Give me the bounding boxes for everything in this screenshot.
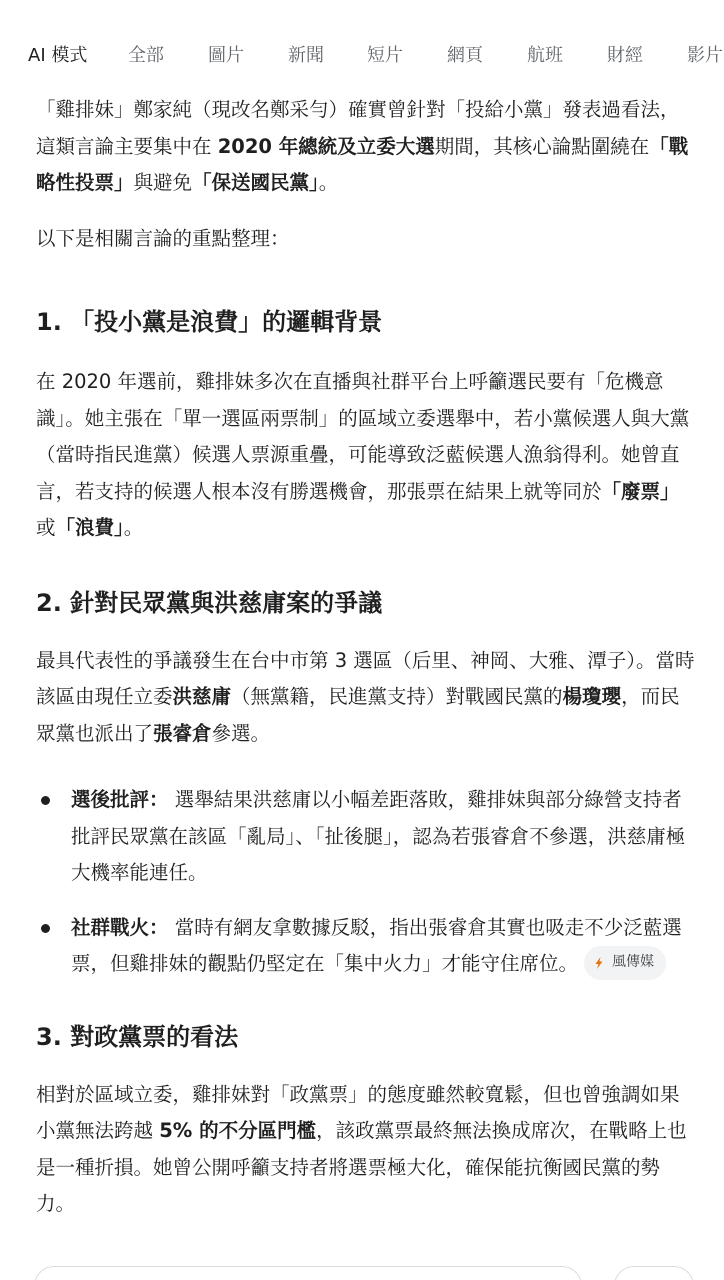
bullet-text: 選舉結果洪慈庸以小幅差距落敗，雞排妹與部分綠營支持者批評民眾黨在該區「亂局」、「扯後腿」，認為若張睿倉不參選，洪慈庸極大機率能連任。: [71, 788, 686, 884]
bullet-title: 社群戰火：: [71, 915, 169, 939]
section3-heading: 3. 對政黨票的看法: [36, 1022, 239, 1051]
follow-up-input[interactable]: [34, 1266, 582, 1280]
section1-paragraph: [36, 364, 696, 547]
section1-bold-void: 「廢票」: [601, 479, 680, 503]
section1-text: 在 2020 年選前，雞排妹多次在直播與社群平台上呼籲選民要有「危機意識」。她主張在「單一選區兩票制」的區域立委選舉中，若小黨候選人與大黨（當時指民進黨）候選人票源重疊，可能導致泛藍候選人漁翁得利。她曾直言，若支持的候選人根本沒有勝選機會，那張票在結果上就等同於: [36, 370, 690, 503]
list-item: [36, 910, 696, 983]
source-logo-icon: [592, 956, 606, 970]
intro-text-mid2: 與避免: [133, 171, 193, 194]
ai-answer: [36, 92, 696, 1223]
summary-intro: 以下是相關言論的重點整理：: [36, 226, 290, 250]
section2-bold-hung: 洪慈庸: [172, 685, 232, 708]
section2-bold-chang: 張睿倉: [153, 721, 212, 745]
section2-paragraph: [36, 643, 696, 753]
tab-short-videos[interactable]: 短片: [367, 45, 403, 66]
search-tabs: [0, 0, 724, 80]
tab-flights[interactable]: 航班: [527, 45, 563, 66]
intro-text-mid: 期間，其核心論點圍繞在: [434, 134, 650, 158]
source-chip[interactable]: [584, 946, 666, 980]
source-chip-label: 風傳媒: [612, 954, 655, 971]
intro-text: 「雞排妹」鄭家純（現改名鄭采勻）確實曾針對「投給小黨」發表過看法，這類言論主要集中在: [36, 98, 680, 158]
section2-bold-yang: 楊瓊瓔: [562, 685, 622, 708]
section1-text-or: 或: [36, 516, 56, 539]
list-item: [36, 782, 696, 892]
intro-bold-kmt: 「保送國民黨」: [192, 171, 319, 194]
section1-text-end: 。: [123, 516, 144, 539]
bullet-title: 選後批評：: [71, 788, 169, 811]
intro-paragraph: [36, 92, 696, 202]
tab-videos[interactable]: 影片: [687, 45, 723, 66]
action-button[interactable]: [614, 1266, 694, 1280]
section3-paragraph: [36, 1077, 696, 1223]
section1-heading: 1. 「投小黨是浪費」的邏輯背景: [36, 308, 383, 336]
section3-text: 相對於區域立委，雞排妹對「政黨票」的態度雖然較寬鬆，但也曾強調如果小黨無法跨越: [36, 1082, 680, 1142]
intro-bold-election: 2020 年總統及立委大選: [217, 134, 435, 158]
bullet-text: 當時有網友拿數據反駁，指出張睿倉其實也吸走不少泛藍選票，但雞排妹的觀點仍堅定在「集中火力」才能守住席位。: [71, 915, 682, 975]
bullet-dot-icon: [41, 924, 50, 933]
section1-bold-waste: 「浪費」: [55, 516, 124, 539]
bullet-dot-icon: [41, 796, 50, 805]
tab-web[interactable]: 網頁: [447, 45, 483, 66]
tab-finance[interactable]: 財經: [607, 45, 643, 66]
section3-bold-threshold: 5% 的不分區門檻: [159, 1119, 317, 1142]
section2-text-mid2: ，而民眾黨也派出了: [36, 685, 680, 745]
section2-text-mid1: （無黨籍，民進黨支持）對戰國民黨的: [231, 685, 563, 708]
section2-heading: 2. 針對民眾黨與洪慈庸案的爭議: [36, 588, 383, 617]
section2-text: 最具代表性的爭議發生在台中市第 3 選區（后里、神岡、大雅、潭子）。當時該區由現任立委: [36, 648, 695, 708]
section2-text-end: 參選。: [211, 721, 271, 745]
intro-text-end: 。: [318, 171, 339, 194]
intro-bold-strategic: 「戰略性投票」: [36, 134, 689, 194]
tab-news[interactable]: 新聞: [288, 45, 324, 66]
section3-text-end: ，該政黨票最終無法換成席次，在戰略上也是一種折損。她曾公開呼籲支持者將選票極大化，確保能抗衡國民黨的勢力。: [36, 1119, 687, 1215]
tab-ai-mode[interactable]: AI 模式: [28, 45, 88, 66]
section2-bullet-list: [36, 782, 696, 983]
tab-images[interactable]: 圖片: [208, 45, 244, 66]
tab-all[interactable]: 全部: [128, 45, 164, 66]
